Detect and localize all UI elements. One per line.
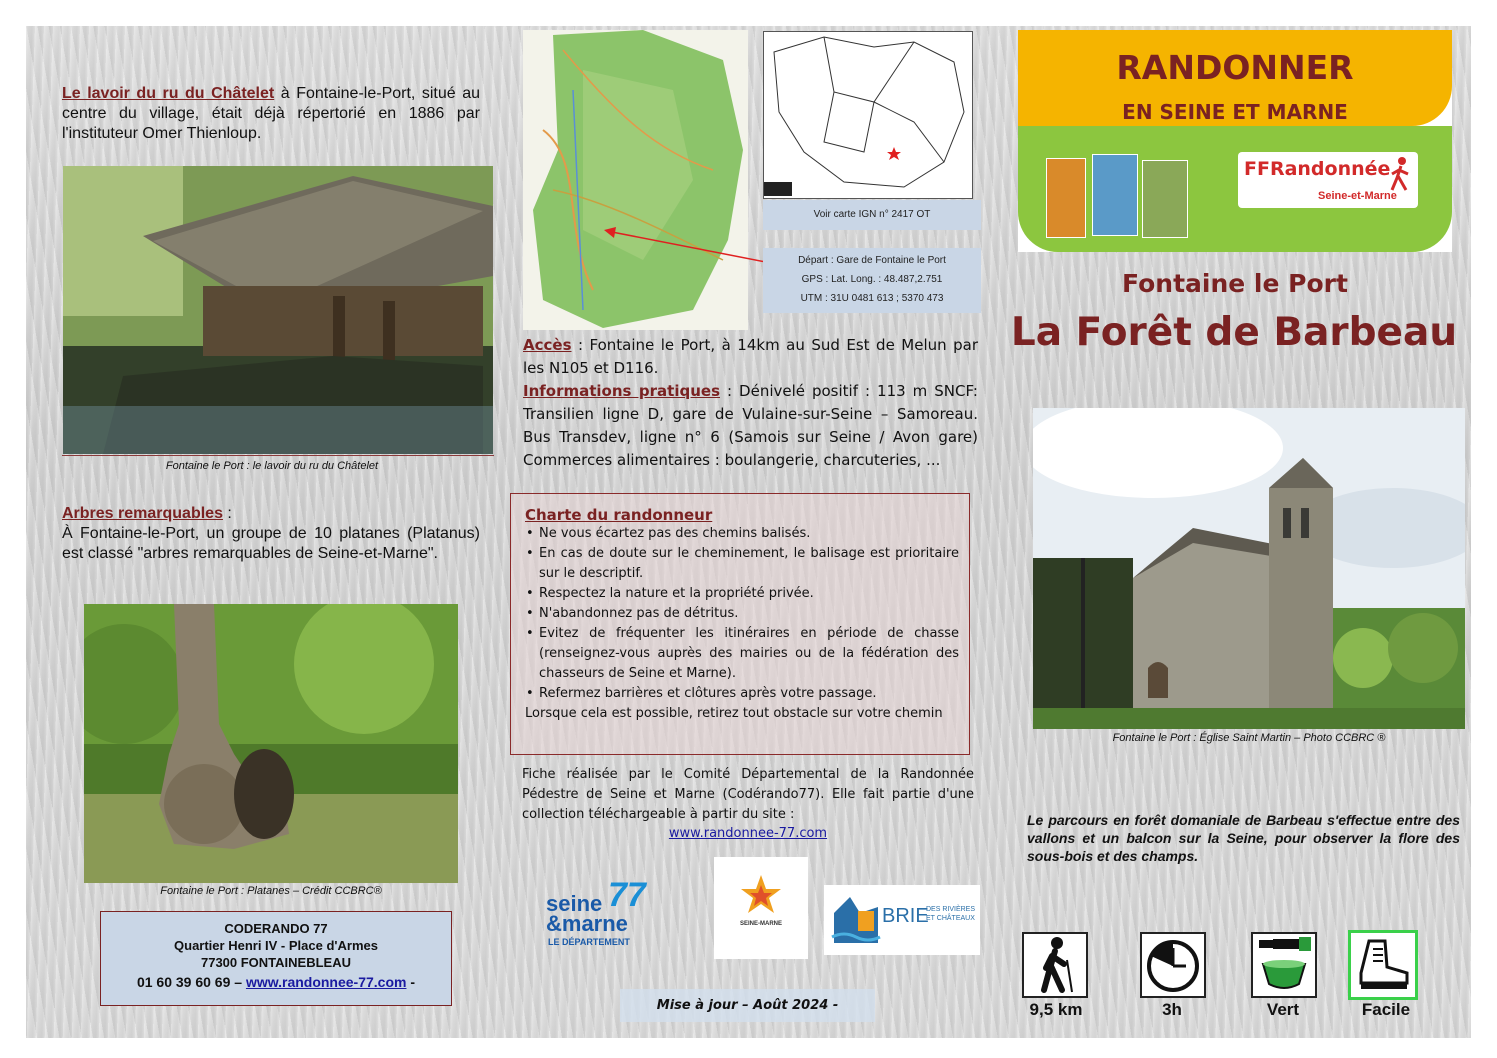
platanes-caption: Fontaine le Port : Platanes – Crédit CCBRC®: [160, 885, 382, 897]
booklet-image: [1142, 160, 1188, 238]
logo-dept: LE DÉPARTEMENT: [548, 937, 630, 947]
charte-title: Charte du randonneur: [525, 506, 713, 524]
booklet-image: [1046, 158, 1086, 238]
charte-item: • Respectez la nature et la propriété privée.: [539, 584, 959, 604]
fiche-text: Fiche réalisée par le Comité Départemental de la Randonnée Pédestre de Seine et Marne (Codérando77). Elle fait partie d'une collection téléchargeable à partir du site :: [522, 767, 974, 822]
ff-brand: FFRandonnée: [1244, 158, 1391, 180]
acces-text: : Fontaine le Port, à 14km au Sud Est de Melun par les N105 et D116.: [523, 336, 978, 377]
utm-line: UTM : 31U 0481 613 ; 5370 473: [800, 293, 944, 304]
seine-marne-logo: [546, 874, 656, 954]
arbres-colon: :: [222, 505, 232, 522]
logo-marne: &marne: [546, 911, 628, 936]
lavoir-photo-art: [63, 166, 493, 454]
brie-logo: [824, 885, 980, 955]
seine-marne-attractivite-logo: [714, 857, 808, 959]
depart-line: Départ : Gare de Fontaine le Port: [798, 255, 946, 266]
charte-item: • Refermez barrières et clôtures après votre passage.: [539, 684, 959, 704]
lavoir-divider: [62, 455, 494, 456]
route-description: Le parcours en forêt domaniale de Barbeau s'effectue entre des vallons et un balcon sur la Seine, pour observer la flore des sous-bois et des champs.: [1027, 812, 1460, 864]
church-caption: Fontaine le Port : Église Saint Martin – Photo CCBRC ®: [1112, 732, 1386, 744]
stat-duration-box: [1140, 932, 1206, 998]
gps-line: GPS : Lat. Long. : 48.487,2.751: [801, 274, 943, 285]
stat-marking-label: Vert: [1266, 1000, 1300, 1019]
randonner-banner: [1018, 30, 1452, 252]
booklet-image: [1092, 154, 1138, 236]
lavoir-caption: Fontaine le Port : le lavoir du ru du Châtelet: [165, 460, 379, 472]
lavoir-text: à Fontaine-le-Port, situé au centre du village, était déjà répertorié en 1886 par l'instituteur Omer Thienloup.: [62, 85, 481, 142]
fiche-link-row: [522, 826, 974, 841]
church-photo-art: [1033, 408, 1465, 729]
region-map: [763, 31, 973, 199]
lavoir-photo: [63, 166, 493, 454]
arbres-title: Arbres remarquables: [62, 505, 223, 522]
infos-title: Informations pratiques: [523, 382, 720, 400]
charte-list: [525, 524, 959, 704]
stat-distance-box: [1022, 932, 1088, 998]
contact-site-link[interactable]: www.randonnee-77.com: [245, 974, 407, 990]
infos-text: : Dénivelé positif : 113 m SNCF: Transilien ligne D, gare de Vulaine-sur-Seine – Samoreau. Bus Transdev, ligne n° 6 (Samois sur Seine / Avon gare) Commerces alimentaires : boulangerie, charcuteries, ...: [523, 382, 978, 469]
clock-icon: [1142, 934, 1204, 996]
platanes-photo: [84, 604, 458, 883]
page-title: La Forêt de Barbeau: [1010, 310, 1458, 355]
logo-seine: seine: [546, 891, 603, 916]
brie-castle-icon: [830, 893, 882, 949]
hiking-boot-icon: [1351, 933, 1415, 997]
fiche-link[interactable]: www.randonnee-77.com: [668, 826, 828, 841]
stat-duration-label: 3h: [1162, 1000, 1182, 1019]
region-map-art: [764, 32, 972, 198]
contact-line3: 77300 FONTAINEBLEAU: [200, 955, 351, 970]
logo-77: 77: [608, 876, 646, 914]
arbres-text: À Fontaine-le-Port, un groupe de 10 platanes (Platanus) est classé "arbres remarquables de Seine-et-Marne".: [62, 525, 480, 562]
church-photo: [1033, 408, 1465, 729]
charte-last: Lorsque cela est possible, retirez tout obstacle sur votre chemin: [525, 706, 943, 721]
update-label: Mise à jour – Août 2024 -: [620, 989, 875, 1022]
banner-line2: EN SEINE ET MARNE: [1122, 100, 1348, 124]
star-logo-icon: [714, 857, 808, 927]
platanes-photo-art: [84, 604, 458, 883]
stat-difficulty-box: [1348, 930, 1418, 1000]
paint-marking-icon: [1253, 934, 1315, 996]
contact-line1: CODERANDO 77: [224, 921, 328, 936]
brochure-page: [26, 26, 1471, 1038]
ff-randonnee-logo: [1238, 152, 1418, 208]
charte-box: [510, 493, 970, 755]
ff-walker-icon: [1388, 156, 1414, 192]
lavoir-title: Le lavoir du ru du Châtelet: [62, 85, 275, 102]
contact-box: [100, 911, 452, 1006]
start-arrow: [586, 216, 786, 286]
logo-sm: SEINE-MARNE: [739, 921, 782, 927]
acces-infos-block: [523, 334, 978, 472]
ff-tagline: Seine-et-Marne: [1318, 190, 1397, 202]
logo-brie-sub: DES RIVIÈRES ET CHÂTEAUX: [926, 906, 976, 922]
charte-item: • En cas de doute sur le cheminement, le balisage est prioritaire sur le descriptif.: [539, 544, 959, 584]
charte-item: • Evitez de fréquenter les itinéraires en période de chasse (renseignez-vous auprès des mairies ou de la fédération des chasseurs de Seine et Marne).: [539, 624, 959, 684]
logo-brie: BRIE: [882, 905, 929, 927]
charte-item: • N'abandonnez pas de détritus.: [539, 604, 959, 624]
stat-marking-box: [1251, 932, 1317, 998]
acces-title: Accès: [523, 336, 572, 354]
town-title: Fontaine le Port: [1122, 269, 1348, 298]
lavoir-paragraph: [62, 84, 480, 144]
stat-difficulty-label: Facile: [1361, 1000, 1411, 1019]
contact-phone-row: [101, 974, 451, 991]
banner-line1: RANDONNER: [1116, 48, 1354, 87]
hiker-icon: [1024, 934, 1086, 996]
ign-label: Voir carte IGN n° 2417 OT: [763, 200, 981, 230]
stat-distance-label: 9,5 km: [1029, 1000, 1083, 1019]
charte-item: • Ne vous écartez pas des chemins balisés.: [539, 524, 959, 544]
depart-infobox: [763, 248, 981, 313]
contact-line2: Quartier Henri IV - Place d'Armes: [174, 938, 378, 953]
contact-phone: 01 60 39 60 69 –: [136, 974, 246, 990]
arbres-paragraph: [62, 504, 480, 564]
contact-dash: -: [406, 974, 416, 990]
